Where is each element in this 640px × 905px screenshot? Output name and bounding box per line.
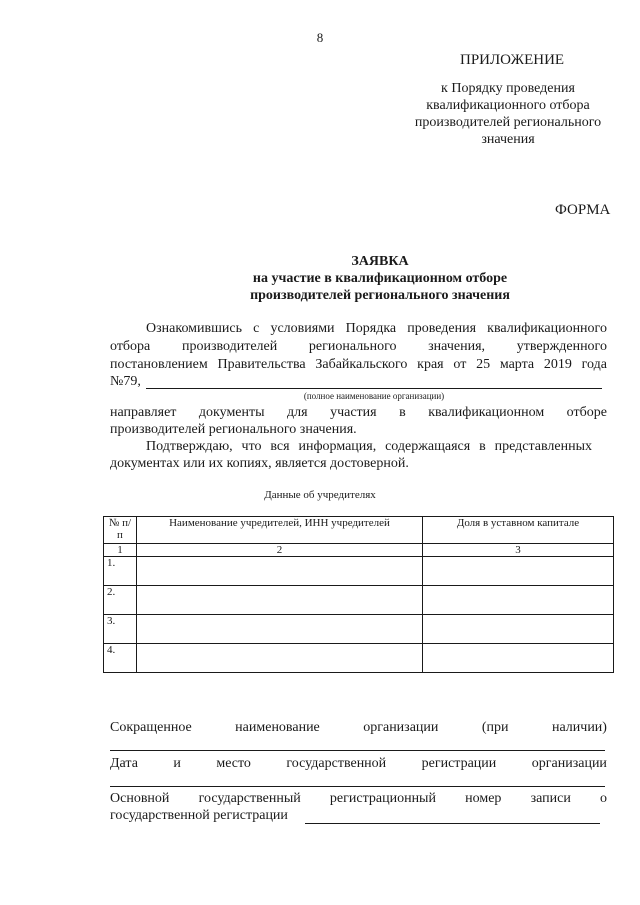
- document-subtitle: на участие в квалификационном отборе: [252, 271, 508, 286]
- founder-name-cell[interactable]: [137, 586, 423, 615]
- founder-name-cell[interactable]: [137, 615, 423, 644]
- intro-line: отбора производителей регионального значения, утвержденного: [110, 339, 607, 354]
- confirm-line: Подтверждаю, что вся информация, содержащаяся в представленных: [146, 439, 592, 454]
- appendix-ref-line: производителей регионального: [414, 115, 602, 130]
- appendix-ref-line: квалификационного отбора: [426, 98, 590, 113]
- document-subtitle: производителей регионального значения: [250, 288, 510, 303]
- intro-line: производителей регионального значения.: [110, 422, 357, 437]
- appendix-ref-line: к Порядку проведения: [441, 81, 575, 96]
- ogrn-label-line2: государственной регистрации: [110, 808, 288, 823]
- founders-table: [103, 516, 614, 673]
- header-number: № п/п: [104, 517, 137, 544]
- appendix-ref-line: значения: [481, 132, 535, 147]
- capital-share-cell[interactable]: [423, 557, 614, 586]
- document-title: ЗАЯВКА: [351, 254, 409, 269]
- short-name-label: Сокращенное наименование организации (при наличии): [110, 720, 607, 735]
- row-number: 4.: [104, 644, 137, 673]
- capital-share-cell[interactable]: [423, 586, 614, 615]
- table-row: [104, 615, 614, 644]
- short-name-field[interactable]: [110, 750, 605, 751]
- intro-line: направляет документы для участия в квалификационном отборе: [110, 405, 607, 420]
- table-header-row: [104, 517, 614, 544]
- capital-share-cell[interactable]: [423, 644, 614, 673]
- form-label: ФОРМА: [555, 202, 611, 218]
- row-number: 1.: [104, 557, 137, 586]
- founders-table-caption: Данные об учредителях: [264, 489, 376, 501]
- row-number: 3.: [104, 615, 137, 644]
- row-number: 2.: [104, 586, 137, 615]
- org-name-hint: (полное наименование организации): [303, 391, 445, 401]
- table-column-numbers: [104, 544, 614, 557]
- founder-name-cell[interactable]: [137, 644, 423, 673]
- header-founder-name: Наименование учредителей, ИНН учредителей: [137, 517, 423, 544]
- confirm-line: документах или их копиях, является достоверной.: [110, 456, 409, 471]
- column-number: 2: [137, 544, 423, 557]
- registration-field[interactable]: [110, 786, 605, 787]
- appendix-label: ПРИЛОЖЕНИЕ: [460, 52, 565, 68]
- org-name-field[interactable]: [146, 388, 602, 389]
- founder-name-cell[interactable]: [137, 557, 423, 586]
- table-row: [104, 586, 614, 615]
- ogrn-label: Основной государственный регистрационный номер записи о: [110, 791, 607, 806]
- intro-line: Ознакомившись с условиями Порядка проведения квалификационного: [146, 321, 607, 336]
- table-row: [104, 557, 614, 586]
- capital-share-cell[interactable]: [423, 615, 614, 644]
- column-number: 1: [104, 544, 137, 557]
- page-number: 8: [316, 30, 324, 45]
- intro-line: постановлением Правительства Забайкальского края от 25 марта 2019 года: [110, 357, 607, 372]
- table-row: [104, 644, 614, 673]
- appendix-reference: [404, 80, 612, 148]
- ogrn-field[interactable]: [305, 823, 600, 824]
- header-capital-share: Доля в уставном капитале: [423, 517, 614, 544]
- column-number: 3: [423, 544, 614, 557]
- registration-label: Дата и место государственной регистрации организации: [110, 756, 607, 771]
- intro-line: №79,: [110, 374, 141, 389]
